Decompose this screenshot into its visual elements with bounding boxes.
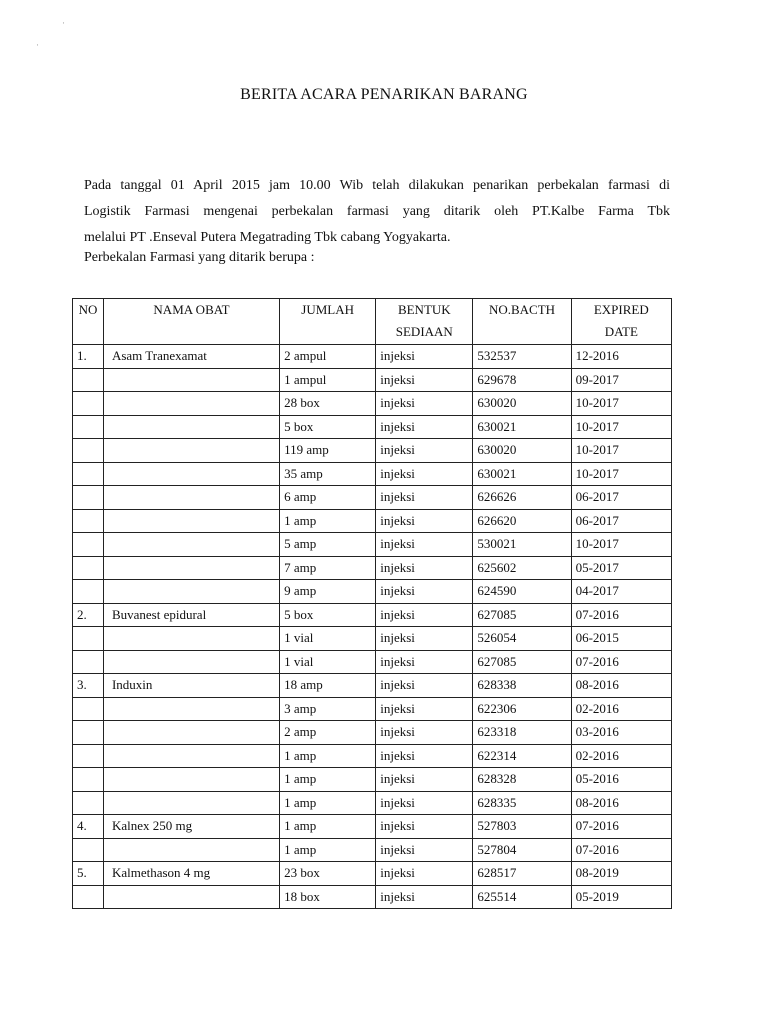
table-row	[73, 603, 672, 627]
cell-expired: 04-2017	[571, 580, 671, 604]
cell-expired: 06-2017	[571, 486, 671, 510]
cell-name	[103, 650, 279, 674]
table-header-row	[73, 299, 672, 345]
cell-no	[73, 556, 104, 580]
table-row	[73, 345, 672, 369]
table-row	[73, 862, 672, 886]
cell-batch: 527804	[473, 838, 571, 862]
intro-line: Pada tanggal 01 April 2015 jam 10.00 Wib telah dilakukan penarikan perbekalan farmasi di	[84, 178, 670, 193]
cell-name	[103, 415, 279, 439]
cell-batch: 629678	[473, 368, 571, 392]
cell-form: injeksi	[376, 415, 473, 439]
cell-no	[73, 838, 104, 862]
cell-name: Kalmethason 4 mg	[103, 862, 279, 886]
header-expired-line: EXPIRED	[593, 302, 649, 317]
header-batch: NO.BACTH	[473, 299, 571, 345]
cell-no: 5.	[73, 862, 104, 886]
table-row	[73, 674, 672, 698]
table-row	[73, 815, 672, 839]
cell-form: injeksi	[376, 650, 473, 674]
cell-batch: 630021	[473, 415, 571, 439]
cell-no: 4.	[73, 815, 104, 839]
cell-name	[103, 721, 279, 745]
cell-qty: 6 amp	[280, 486, 376, 510]
cell-form: injeksi	[376, 509, 473, 533]
cell-qty: 35 amp	[280, 462, 376, 486]
cell-expired: 10-2017	[571, 415, 671, 439]
table-row	[73, 744, 672, 768]
cell-expired: 08-2019	[571, 862, 671, 886]
cell-expired: 05-2016	[571, 768, 671, 792]
cell-expired: 07-2016	[571, 815, 671, 839]
cell-expired: 09-2017	[571, 368, 671, 392]
cell-form: injeksi	[376, 556, 473, 580]
cell-qty: 5 box	[280, 415, 376, 439]
cell-form: injeksi	[376, 815, 473, 839]
cell-no: 1.	[73, 345, 104, 369]
cell-expired: 07-2016	[571, 603, 671, 627]
cell-form: injeksi	[376, 791, 473, 815]
cell-no	[73, 885, 104, 909]
cell-batch: 626626	[473, 486, 571, 510]
cell-expired: 12-2016	[571, 345, 671, 369]
cell-form: injeksi	[376, 439, 473, 463]
cell-no	[73, 439, 104, 463]
cell-expired: 10-2017	[571, 392, 671, 416]
intro-line: Logistik Farmasi mengenai perbekalan farmasi yang ditarik oleh PT.Kalbe Farma Tbk	[84, 204, 670, 219]
header-expired	[571, 299, 671, 345]
cell-batch: 622306	[473, 697, 571, 721]
table-row	[73, 721, 672, 745]
cell-batch: 627085	[473, 650, 571, 674]
header-name: NAMA OBAT	[103, 299, 279, 345]
cell-form: injeksi	[376, 462, 473, 486]
cell-qty: 9 amp	[280, 580, 376, 604]
cell-qty: 18 amp	[280, 674, 376, 698]
cell-no	[73, 509, 104, 533]
cell-no	[73, 650, 104, 674]
table-row	[73, 392, 672, 416]
cell-name: Kalnex 250 mg	[103, 815, 279, 839]
table-row	[73, 697, 672, 721]
cell-expired: 05-2019	[571, 885, 671, 909]
cell-name	[103, 486, 279, 510]
cell-form: injeksi	[376, 885, 473, 909]
header-form-line: BENTUK	[397, 302, 451, 317]
cell-expired: 10-2017	[571, 533, 671, 557]
cell-batch: 530021	[473, 533, 571, 557]
cell-expired: 06-2017	[571, 509, 671, 533]
table-row	[73, 368, 672, 392]
scan-speck: ·	[62, 18, 65, 28]
cell-qty: 119 amp	[280, 439, 376, 463]
cell-form: injeksi	[376, 392, 473, 416]
cell-no	[73, 627, 104, 651]
cell-batch: 623318	[473, 721, 571, 745]
cell-expired: 08-2016	[571, 791, 671, 815]
cell-form: injeksi	[376, 533, 473, 557]
cell-no	[73, 580, 104, 604]
cell-form: injeksi	[376, 345, 473, 369]
cell-qty: 3 amp	[280, 697, 376, 721]
cell-expired: 10-2017	[571, 439, 671, 463]
cell-no	[73, 462, 104, 486]
cell-no	[73, 791, 104, 815]
cell-batch: 624590	[473, 580, 571, 604]
cell-qty: 1 ampul	[280, 368, 376, 392]
cell-batch: 628335	[473, 791, 571, 815]
header-qty: JUMLAH	[280, 299, 376, 345]
cell-name	[103, 509, 279, 533]
cell-form: injeksi	[376, 580, 473, 604]
cell-no	[73, 533, 104, 557]
cell-name: Buvanest epidural	[103, 603, 279, 627]
cell-qty: 1 amp	[280, 768, 376, 792]
cell-name	[103, 697, 279, 721]
cell-batch: 626620	[473, 509, 571, 533]
cell-form: injeksi	[376, 768, 473, 792]
cell-qty: 5 box	[280, 603, 376, 627]
cell-qty: 23 box	[280, 862, 376, 886]
cell-name	[103, 768, 279, 792]
cell-batch: 526054	[473, 627, 571, 651]
cell-qty: 7 amp	[280, 556, 376, 580]
cell-form: injeksi	[376, 721, 473, 745]
cell-form: injeksi	[376, 862, 473, 886]
cell-batch: 628338	[473, 674, 571, 698]
cell-form: injeksi	[376, 603, 473, 627]
cell-batch: 630020	[473, 439, 571, 463]
cell-name	[103, 744, 279, 768]
cell-form: injeksi	[376, 744, 473, 768]
table-row	[73, 462, 672, 486]
cell-expired: 02-2016	[571, 744, 671, 768]
cell-name	[103, 368, 279, 392]
table-row	[73, 486, 672, 510]
items-subtitle: Perbekalan Farmasi yang ditarik berupa :	[84, 250, 315, 265]
cell-qty: 2 amp	[280, 721, 376, 745]
cell-form: injeksi	[376, 697, 473, 721]
cell-form: injeksi	[376, 627, 473, 651]
cell-no: 3.	[73, 674, 104, 698]
header-expired-line: DATE	[604, 324, 638, 339]
cell-batch: 628517	[473, 862, 571, 886]
cell-form: injeksi	[376, 838, 473, 862]
cell-expired: 05-2017	[571, 556, 671, 580]
table-row	[73, 838, 672, 862]
recall-table	[72, 298, 672, 909]
cell-batch: 532537	[473, 345, 571, 369]
cell-name	[103, 439, 279, 463]
cell-batch: 630021	[473, 462, 571, 486]
scan-speck: ·	[36, 40, 39, 50]
cell-qty: 1 amp	[280, 791, 376, 815]
cell-name: Asam Tranexamat	[103, 345, 279, 369]
cell-form: injeksi	[376, 368, 473, 392]
cell-batch: 622314	[473, 744, 571, 768]
cell-expired: 02-2016	[571, 697, 671, 721]
cell-name	[103, 791, 279, 815]
cell-no	[73, 768, 104, 792]
cell-form: injeksi	[376, 486, 473, 510]
cell-batch: 628328	[473, 768, 571, 792]
table-row	[73, 556, 672, 580]
cell-qty: 1 vial	[280, 650, 376, 674]
cell-name	[103, 392, 279, 416]
table-body	[73, 345, 672, 909]
header-form-line: SEDIAAN	[395, 324, 453, 339]
cell-name	[103, 838, 279, 862]
table-row	[73, 509, 672, 533]
cell-expired: 08-2016	[571, 674, 671, 698]
table-row	[73, 650, 672, 674]
cell-expired: 07-2016	[571, 650, 671, 674]
cell-name	[103, 533, 279, 557]
cell-name: Induxin	[103, 674, 279, 698]
cell-name	[103, 580, 279, 604]
cell-no	[73, 368, 104, 392]
cell-no	[73, 697, 104, 721]
cell-no	[73, 392, 104, 416]
cell-name	[103, 556, 279, 580]
table-row	[73, 885, 672, 909]
cell-no	[73, 744, 104, 768]
table-row	[73, 791, 672, 815]
cell-qty: 2 ampul	[280, 345, 376, 369]
cell-qty: 1 vial	[280, 627, 376, 651]
cell-name	[103, 885, 279, 909]
cell-batch: 625602	[473, 556, 571, 580]
cell-batch: 627085	[473, 603, 571, 627]
cell-qty: 1 amp	[280, 815, 376, 839]
table-row	[73, 533, 672, 557]
cell-expired: 03-2016	[571, 721, 671, 745]
cell-qty: 1 amp	[280, 744, 376, 768]
cell-qty: 5 amp	[280, 533, 376, 557]
cell-name	[103, 627, 279, 651]
cell-no	[73, 415, 104, 439]
cell-expired: 07-2016	[571, 838, 671, 862]
cell-expired: 06-2015	[571, 627, 671, 651]
cell-qty: 1 amp	[280, 838, 376, 862]
cell-expired: 10-2017	[571, 462, 671, 486]
cell-qty: 28 box	[280, 392, 376, 416]
cell-batch: 630020	[473, 392, 571, 416]
cell-batch: 625514	[473, 885, 571, 909]
header-form	[376, 299, 473, 345]
cell-qty: 1 amp	[280, 509, 376, 533]
cell-name	[103, 462, 279, 486]
cell-no: 2.	[73, 603, 104, 627]
cell-form: injeksi	[376, 674, 473, 698]
header-no: NO	[73, 299, 104, 345]
cell-qty: 18 box	[280, 885, 376, 909]
document-title: BERITA ACARA PENARIKAN BARANG	[240, 86, 528, 103]
table-row	[73, 415, 672, 439]
cell-batch: 527803	[473, 815, 571, 839]
cell-no	[73, 486, 104, 510]
intro-paragraph	[84, 173, 670, 251]
table-row	[73, 627, 672, 651]
table-row	[73, 580, 672, 604]
table-row	[73, 768, 672, 792]
intro-line: melalui PT .Enseval Putera Megatrading Tbk cabang Yogyakarta.	[84, 230, 451, 245]
cell-no	[73, 721, 104, 745]
table-row	[73, 439, 672, 463]
